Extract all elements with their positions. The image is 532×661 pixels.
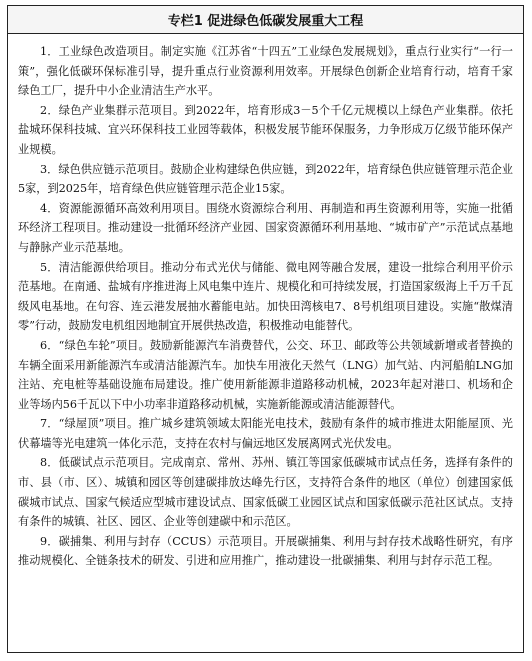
feature-box xyxy=(7,5,524,653)
box-content xyxy=(8,34,523,577)
item-2: 2．绿色产业集群示范项目。到2022年，培育形成3－5个千亿元规模以上绿色产业集群。依托盐城环保科技城、宜兴环保科技工业园等载体，积极发展节能环保服务，力争形成万亿级节能环保产业规模。 xyxy=(18,103,513,156)
item-1: 1．工业绿色改造项目。制定实施《江苏省“十四五”工业绿色发展规划》，重点行业实行“一行一策”，强化低碳环保标准引导，提升重点行业资源利用效率。开展绿色创新企业培育行动，培育千家绿色工厂，提升中小企业清洁生产水平。 xyxy=(18,45,513,98)
item-4: 4．资源能源循环高效利用项目。围绕水资源综合利用、再制造和再生资源利用等，实施一批循环经济工程项目。推动建设一批循环经济产业园、国家资源循环利用基地、“城市矿产”示范试点基地与静脉产业示范基地。 xyxy=(18,201,513,254)
box-title: 专栏1 促进绿色低碳发展重大工程 xyxy=(8,6,523,34)
item-3: 3．绿色供应链示范项目。鼓励企业构建绿色供应链，到2022年，培育绿色供应链管理示范企业5家，到2025年，培育绿色供应链管理示范企业15家。 xyxy=(18,162,513,196)
item-7: 7．“绿屋顶”项目。推广城乡建筑领域太阳能光电技术，鼓励有条件的城市推进太阳能屋顶、光伏幕墙等光电建筑一体化示范，支持在农村与偏远地区发展离网式光伏发电。 xyxy=(18,417,513,450)
item-5: 5．清洁能源供给项目。推动分布式光伏与储能、微电网等融合发展，建设一批综合利用平价示范基地。在南通、盐城有序推进海上风电集中连片、规模化和可持续发展，打造国家级海上千万千瓦级风电基地。在句容、连云港发展抽水蓄能电站。加快田湾核电7、8号机组项目建设。实施“散煤清零”行动，鼓励发电机组因地制宜开展供热改造，积极推动电能替代。 xyxy=(18,260,513,333)
item-6: 6．“绿色车轮”项目。鼓励新能源汽车消费替代，公交、环卫、邮政等公共领域新增或者替换的车辆全面采用新能源汽车或清洁能源汽车。加快车用液化天然气（LNG）加气站、内河船舶LNG加注站、充电桩等基础设施布局建设。推广使用新能源非道路移动机械，2023年起对港口、机场和企业等场内56千瓦以下中小功率非道路移动机械，实施新能源或清洁能源替代。 xyxy=(18,338,513,411)
item-8: 8．低碳试点示范项目。完成南京、常州、苏州、镇江等国家低碳城市试点任务，选择有条件的市、县（市、区）、城镇和园区等创建碳排放达峰先行区，支持符合条件的地区（单位）创建国家低碳城市试点、国家气候适应型城市建设试点、国家低碳工业园区试点和国家低碳示范社区试点。支持有条件的城镇、社区、园区、企业等创建碳中和示范区。 xyxy=(18,456,513,529)
item-9: 9．碳捕集、利用与封存（CCUS）示范项目。开展碳捕集、利用与封存技术战略性研究，有序推动规模化、全链条技术的研发、引进和应用推广，推动建设一批碳捕集、利用与封存示范工程。 xyxy=(18,534,513,568)
